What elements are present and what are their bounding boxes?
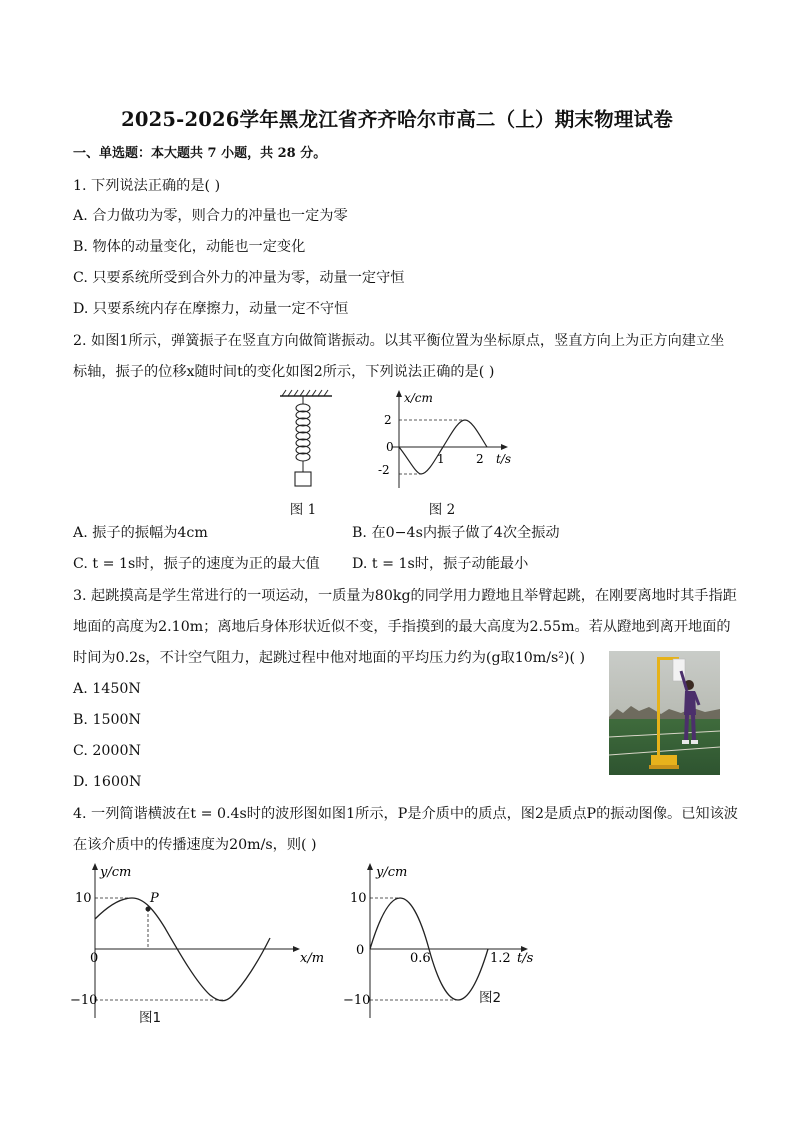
q2-stem-line1: 2. 如图1所示，弹簧振子在竖直方向做简谐振动。以其平衡位置为坐标原点，竖直方向上为正方向建立坐 [73,333,725,349]
q4-fig1-caption: 图1 [138,1010,162,1026]
q2-graph-ytick-top: 2 [384,413,392,427]
section-heading: 一、单选题：本大题共 7 小题，共 28 分。 [73,146,327,161]
q2-fig1-caption: 图 1 [289,502,317,518]
q3-option-a: A. 1450N [73,681,141,697]
q2-option-b: B. 在0−4s内振子做了4次全振动 [352,525,560,541]
q4-fig1-ylabel: y/cm [100,865,132,880]
q1-option-b: B. 物体的动量变化，动能也一定变化 [73,239,306,255]
q4-fig1-point-label: P [150,891,159,906]
q4-stem-line1: 4. 一列简谐横波在t = 0.4s时的波形图如图1所示，P是介质中的质点，图2是质点P的振动图像。已知该波 [73,806,738,822]
q3-stem-line1: 3. 起跳摸高是学生常进行的一项运动，一质量为80kg的同学用力蹬地且举臂起跳，在刚要离地时其手指距 [73,588,737,604]
q1-stem: 1. 下列说法正确的是( ) [73,178,221,194]
q2-graph-ytick-bottom: -2 [378,463,390,477]
q4-fig2-caption: 图2 [478,990,502,1006]
q2-stem-line2: 标轴，振子的位移x随时间t的变化如图2所示，下列说法正确的是( ) [73,364,495,380]
q4-fig1-ytick-bottom: −10 [70,993,98,1008]
q3-stem-line3: 时间为0.2s，不计空气阻力，起跳过程中他对地面的平均压力约为(g取10m/s²)( ) [73,650,586,666]
q4-fig1-ytick-zero: 0 [90,951,99,966]
q4-waveform-graph [70,858,340,1028]
q4-fig2-xtick-2: 1.2 [490,951,511,966]
q1-option-c: C. 只要系统所受到合外力的冲量为零，动量一定守恒 [73,270,405,286]
q4-fig2-ytick-zero: 0 [356,943,365,958]
q4-fig1-xlabel: x/m [300,951,325,966]
spring-oscillator-figure [276,388,336,492]
q3-option-c: C. 2000N [73,743,141,759]
q2-graph-xlabel: t/s [496,452,512,466]
q2-displacement-time-graph [370,388,520,492]
q2-graph-xtick-2: 2 [476,452,484,466]
q3-option-b: B. 1500N [73,712,141,728]
q4-vibration-graph [340,858,540,1028]
q2-option-c: C. t = 1s时，振子的速度为正的最大值 [73,556,320,572]
exam-title: 2025-2026学年黑龙江省齐齐哈尔市高二（上）期末物理试卷 [121,108,673,131]
q4-fig2-ytick-bottom: −10 [343,993,371,1008]
q3-stem-line2: 地面的高度为2.10m；离地后身体形状近似不变，手指摸到的最大高度为2.55m。若从蹬地到离开地面的 [73,619,731,635]
q2-graph-ytick-zero: 0 [386,440,394,454]
q4-fig1-ytick-top: 10 [75,891,92,906]
q2-graph-xtick-1: 1 [437,452,445,466]
jump-touch-photo [609,651,720,775]
q4-fig2-ytick-top: 10 [350,891,367,906]
q1-option-a: A. 合力做功为零，则合力的冲量也一定为零 [73,208,348,224]
q4-fig2-xlabel: t/s [517,951,534,966]
q2-option-a: A. 振子的振幅为4cm [73,525,208,541]
q2-fig2-caption: 图 2 [428,502,456,518]
q4-fig2-ylabel: y/cm [376,865,408,880]
q2-option-d: D. t = 1s时，振子动能最小 [352,556,529,572]
q4-fig2-xtick-1: 0.6 [410,951,431,966]
q1-option-d: D. 只要系统内存在摩擦力，动量一定不守恒 [73,301,349,317]
q3-option-d: D. 1600N [73,774,142,790]
q2-graph-ylabel: x/cm [404,391,433,405]
q4-stem-line2: 在该介质中的传播速度为20m/s，则( ) [73,837,317,853]
